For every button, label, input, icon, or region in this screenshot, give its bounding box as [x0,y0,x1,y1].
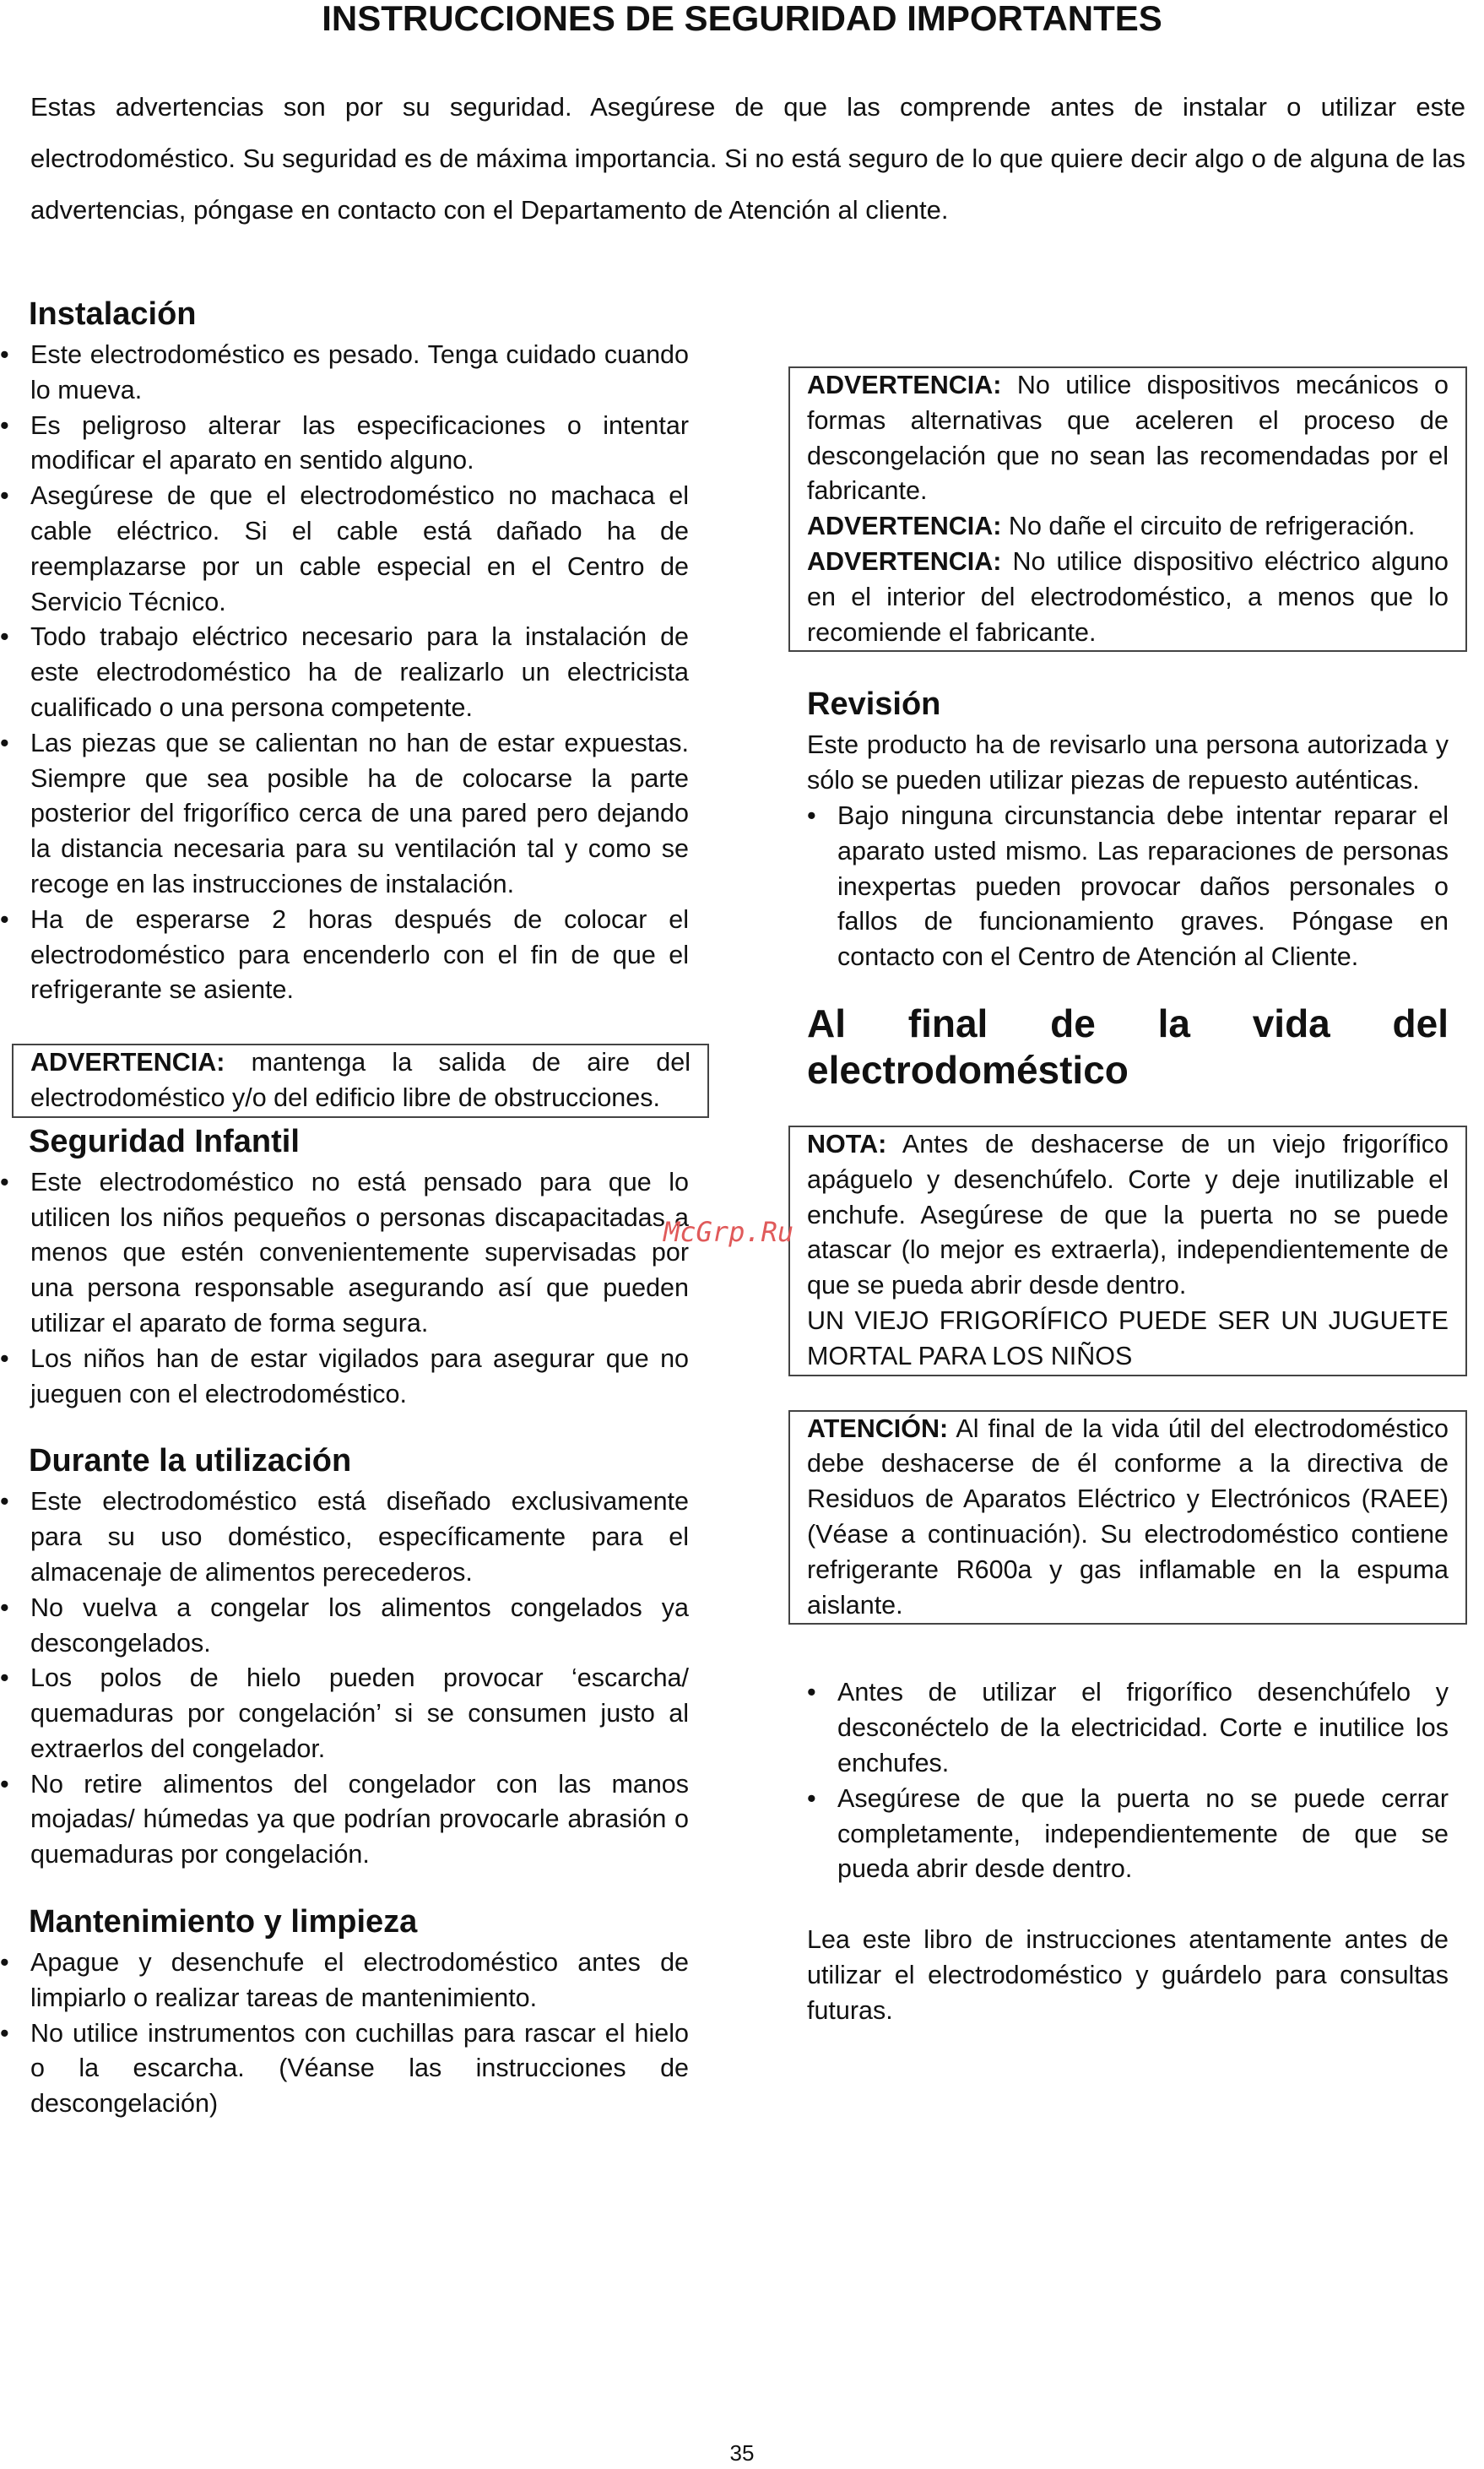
list-item: • Antes de utilizar el frigorífico desenchúfelo y desconéctelo de la electricidad. Corte e inutilice los enchufes. [807,1675,1449,1781]
list-item: • No retire alimentos del congelador con las manos mojadas/ húmedas ya que podrían provocarle abrasión o quemaduras por congelación. [29,1767,689,1873]
durante-list [29,1484,689,1873]
warning-label: ADVERTENCIA: [30,1048,225,1077]
heading-final-line1: Al final de la vida del [807,1001,1449,1045]
heading-mantenimiento: Mantenimiento y limpieza [29,1904,418,1940]
closing-text: Lea este libro de instrucciones atentamente antes de utilizar el electrodoméstico y guárdelo para consultas futuras. [807,1925,1449,2025]
list-item: • Este electrodoméstico no está pensado para que lo utilicen los niños pequeños o personas discapacitadas a menos que estén convenientemente supervisadas por una persona responsable asegurando así que pueden utilizar el aparato de forma segura. [29,1165,689,1342]
list-item: • Bajo ninguna circunstancia debe intentar reparar el aparato usted mismo. Las reparaciones de personas inexpertas pueden provocar daños personales o fallos de funcionamiento graves. Póngase en contacto con el Centro de Atención al Cliente. [807,799,1449,975]
instalacion-list [29,338,689,1008]
atencion-box [788,1410,1467,1625]
list-item: • Asegúrese de que el electrodoméstico no machaca el cable eléctrico. Si el cable está dañado ha de reemplazarse por un cable especial en el Centro de Servicio Técnico. [29,479,689,620]
warning-text: No utilice dispositivo eléctrico alguno en el interior del electrodoméstico, a menos que lo recomiende el fabricante. [807,546,1449,647]
warning-text: mantenga la salida de aire del electrodoméstico y/o del edificio libre de obstrucciones. [30,1048,691,1112]
page-title: INSTRUCCIONES DE SEGURIDAD IMPORTANTES [322,0,1162,38]
warnings-box [788,366,1467,652]
page-number: 35 [729,2440,755,2466]
atencion-label: ATENCIÓN: [807,1414,949,1443]
final-section [788,1675,1467,2028]
warning-label: ADVERTENCIA: [807,546,1002,576]
nota-caps: UN VIEJO FRIGORÍFICO PUEDE SER UN JUGUETE MORTAL PARA LOS NIÑOS [807,1305,1449,1370]
warning-text: No dañe el circuito de refrigeración. [1001,512,1416,541]
list-item: • Es peligroso alterar las especificaciones o intentar modificar el aparato en sentido alguno. [29,409,689,480]
intro-paragraph: Estas advertencias son por su seguridad. Asegúrese de que las comprende antes de instalar o utilizar este electrodoméstico. Su seguridad es de máxima importancia. Si no está seguro de lo que quiere decir algo o de alguna de las advertencias, póngase en contacto con el Departamento de Atención al cliente. [30,92,1465,225]
list-item: • Los niños han de estar vigilados para asegurar que no jueguen con el electrodoméstico. [29,1342,689,1413]
list-item: • Ha de esperarse 2 horas después de colocar el electrodoméstico para encenderlo con el fin de que el refrigerante se asiente. [29,903,689,1008]
list-item: • Apague y desenchufe el electrodoméstico antes de limpiarlo o realizar tareas de mantenimiento. [29,1945,689,2016]
warning-label: ADVERTENCIA: [807,512,1002,541]
nota-label: NOTA: [807,1129,887,1159]
warning-label: ADVERTENCIA: [807,371,1002,399]
heading-seguridad-infantil: Seguridad Infantil [29,1123,300,1159]
final-list [807,1675,1449,1887]
list-item: • No vuelva a congelar los alimentos congelados ya descongelados. [29,1591,689,1662]
list-item: • Las piezas que se calientan no han de estar expuestas. Siempre que sea posible ha de colocarse la parte posterior del frigorífico cerca de una pared pero dejando la distancia necesaria para su ventilación tal y como se recoge en las instrucciones de instalación. [29,726,689,903]
warning-air-box [12,1044,709,1118]
list-item: • Este electrodoméstico es pesado. Tenga cuidado cuando lo mueva. [29,338,689,409]
watermark: McGrp.Ru [663,1216,794,1248]
revision-section [788,681,1467,1093]
nota-text: Antes de deshacerse de un viejo frigorífico apáguelo y desenchúfelo. Corte y deje inutilizable el enchufe. Asegúrese de que la puerta no se puede atascar (lo mejor es extraerla), independientemente de que se pueda abrir desde dentro. [807,1129,1449,1300]
heading-instalacion: Instalación [29,296,197,332]
seguridad-infantil-list [29,1165,689,1413]
revision-list [807,799,1449,975]
mantenimiento-list [29,1945,689,2122]
list-item: • Este electrodoméstico está diseñado exclusivamente para su uso doméstico, específicamente para el almacenaje de alimentos perecederos. [29,1484,689,1590]
right-column [788,290,1467,2028]
list-item: • Todo trabajo eléctrico necesario para la instalación de este electrodoméstico ha de realizarlo un electricista cualificado o una persona competente. [29,620,689,725]
left-column [29,290,689,2122]
nota-box [788,1126,1467,1376]
warning-text: No utilice dispositivos mecánicos o formas alternativas que aceleren el proceso de descongelación que no sean las recomendadas por el fabricante. [807,371,1449,506]
heading-durante: Durante la utilización [29,1443,352,1479]
revision-text: Este producto ha de revisarlo una persona autorizada y sólo se pueden utilizar piezas de repuesto auténticas. [807,730,1449,795]
heading-revision: Revisión [807,686,941,723]
heading-final-line2: electrodoméstico [807,1047,1129,1092]
list-item: • No utilice instrumentos con cuchillas para rascar el hielo o la escarcha. (Véanse las instrucciones de descongelación) [29,2016,689,2122]
atencion-text: Al final de la vida útil del electrodoméstico debe deshacerse de él conforme a la directiva de Residuos de Aparatos Eléctrico y Electrónicos (RAEE) (Véase a continuación). Su electrodoméstico contiene refrigerante R600a y gas inflamable en la espuma aislante. [807,1414,1449,1620]
list-item: • Asegúrese de que la puerta no se puede cerrar completamente, independientemente de que se pueda abrir desde dentro. [807,1782,1449,1887]
list-item: • Los polos de hielo pueden provocar ‘escarcha/ quemaduras por congelación’ si se consumen justo al extraerlos del congelador. [29,1661,689,1766]
